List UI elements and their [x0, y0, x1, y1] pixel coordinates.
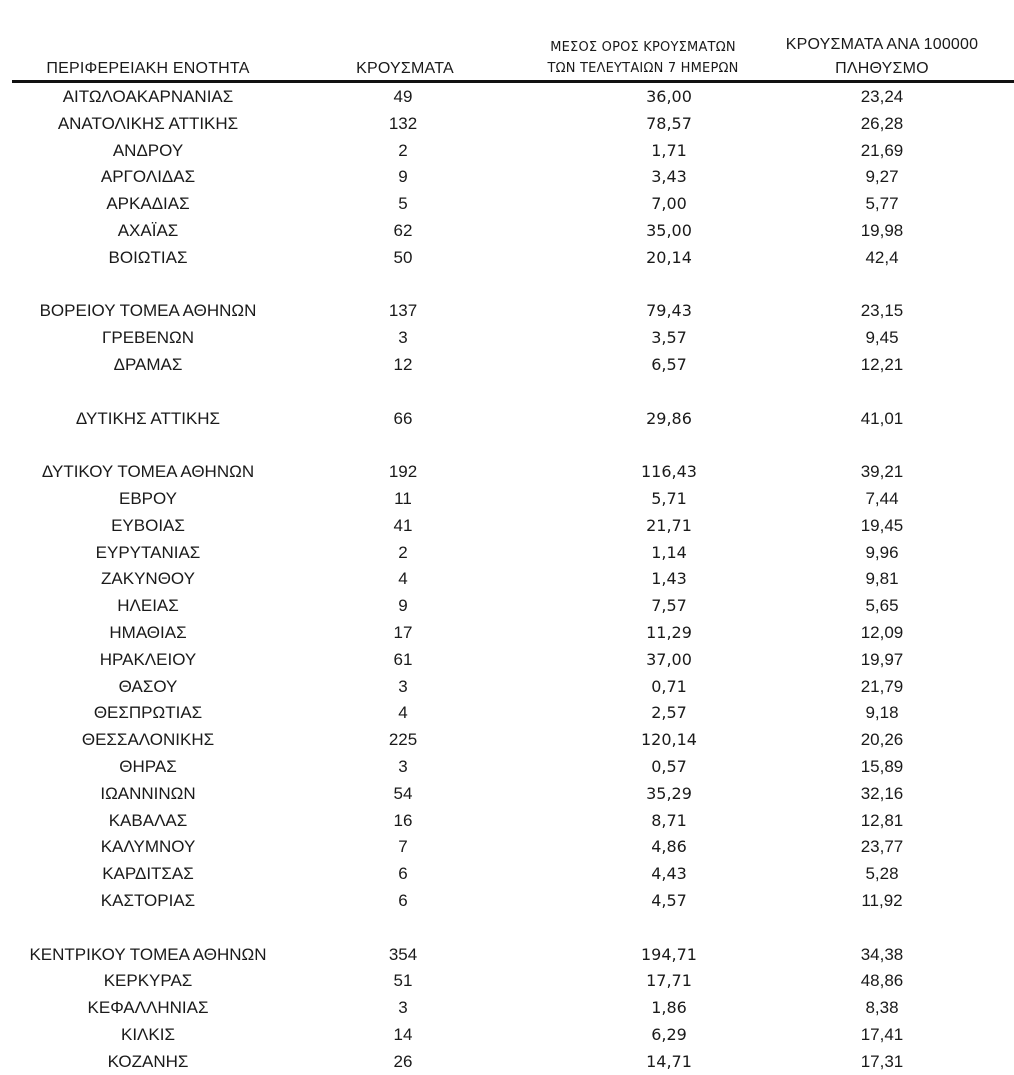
region-cell: ΚΙΛΚΙΣ: [121, 1024, 175, 1044]
region-cell: ΑΡΚΑΔΙΑΣ: [106, 194, 190, 214]
cases-cell: 50: [393, 247, 413, 267]
table-header: [0, 0, 1014, 84]
cases-cell: 14: [393, 1024, 413, 1044]
table-row: [0, 754, 1014, 781]
per100k-cell: 19,97: [860, 649, 904, 669]
table-row: [0, 942, 1014, 969]
per100k-cell: 9,81: [865, 569, 899, 589]
table-row: [0, 164, 1014, 191]
per100k-cell: 41,01: [860, 408, 904, 428]
cases-cell: 5: [398, 194, 408, 214]
region-cell: ΚΑΡΔΙΤΣΑΣ: [102, 864, 194, 884]
avg7-cell: 35,00: [646, 220, 692, 240]
avg7-cell: 35,29: [646, 783, 692, 803]
avg7-cell: 4,43: [651, 864, 687, 884]
table-row: [0, 138, 1014, 165]
header-region: ΠΕΡΙΦΕΡΕΙΑΚΗ ΕΝΟΤΗΤΑ: [46, 60, 250, 77]
per100k-cell: 5,77: [865, 194, 899, 214]
avg7-cell: 116,43: [641, 462, 697, 482]
per100k-cell: 17,31: [860, 1051, 904, 1071]
table-row: [0, 191, 1014, 218]
table-row: [0, 513, 1014, 540]
per100k-cell: 15,89: [860, 756, 904, 776]
header-cases: ΚΡΟΥΣΜΑΤΑ: [356, 60, 454, 77]
region-cell: ΚΟΖΑΝΗΣ: [107, 1051, 189, 1071]
avg7-cell: 14,71: [646, 1051, 692, 1071]
region-cell: ΚΑΒΑΛΑΣ: [108, 810, 188, 830]
avg7-cell: 194,71: [641, 944, 697, 964]
table-row: [0, 647, 1014, 674]
table-body: [0, 84, 1014, 1075]
region-cell: ΗΜΑΘΙΑΣ: [109, 622, 187, 642]
cases-cell: 62: [393, 220, 413, 240]
table-row: [0, 84, 1014, 111]
avg7-cell: 6,29: [651, 1024, 687, 1044]
region-cell: ΕΥΒΟΙΑΣ: [111, 515, 185, 535]
region-cell: ΘΗΡΑΣ: [119, 756, 177, 776]
avg7-cell: 0,71: [651, 676, 687, 696]
region-cell: ΕΒΡΟΥ: [118, 488, 178, 508]
region-cell: ΘΕΣΣΑΛΟΝΙΚΗΣ: [81, 730, 215, 750]
table-row: [0, 1022, 1014, 1049]
avg7-cell: 21,71: [646, 515, 692, 535]
avg7-cell: 4,57: [651, 890, 687, 910]
avg7-cell: 3,43: [651, 167, 687, 187]
per100k-cell: 21,79: [860, 676, 904, 696]
table-row: [0, 486, 1014, 513]
region-cell: ΚΑΛΥΜΝΟΥ: [100, 837, 196, 857]
avg7-cell: 1,71: [651, 140, 687, 160]
per100k-cell: 7,44: [865, 488, 899, 508]
header-avg-line1: ΜΕΣΟΣ ΟΡΟΣ ΚΡΟΥΣΜΑΤΩΝ: [550, 40, 736, 55]
per100k-cell: 12,21: [860, 354, 904, 374]
avg7-cell: 6,57: [651, 354, 687, 374]
table-row: [0, 540, 1014, 567]
avg7-cell: 5,71: [651, 488, 687, 508]
region-cell: ΔΡΑΜΑΣ: [113, 354, 183, 374]
table-row: [0, 566, 1014, 593]
cases-cell: 132: [388, 113, 418, 133]
region-cell: ΒΟΙΩΤΙΑΣ: [108, 247, 188, 267]
cases-cell: 3: [398, 998, 408, 1018]
region-cell: ΚΑΣΤΟΡΙΑΣ: [100, 890, 196, 910]
per100k-cell: 11,92: [861, 890, 903, 910]
table-row: [0, 995, 1014, 1022]
region-cell: ΔΥΤΙΚΟΥ ΤΟΜΕΑ ΑΘΗΝΩΝ: [41, 462, 255, 482]
cases-cell: 41: [393, 515, 413, 535]
table-row: [0, 245, 1014, 272]
per100k-cell: 17,41: [860, 1024, 904, 1044]
table-row: [0, 325, 1014, 352]
cases-cell: 354: [388, 944, 418, 964]
per100k-cell: 5,28: [865, 864, 899, 884]
avg7-cell: 7,57: [651, 596, 687, 616]
per100k-cell: 8,38: [865, 998, 899, 1018]
region-cell: ΙΩΑΝΝΙΝΩΝ: [100, 783, 196, 803]
region-cell: ΚΕΦΑΛΛΗΝΙΑΣ: [87, 998, 209, 1018]
per100k-cell: 39,21: [860, 462, 904, 482]
cases-cell: 3: [398, 676, 408, 696]
avg7-cell: 36,00: [646, 87, 692, 106]
per100k-cell: 19,45: [860, 515, 904, 535]
per100k-cell: 23,24: [860, 87, 904, 106]
region-cell: ΑΝΑΤΟΛΙΚΗΣ ΑΤΤΙΚΗΣ: [57, 113, 239, 133]
region-cell: ΚΕΝΤΡΙΚΟΥ ΤΟΜΕΑ ΑΘΗΝΩΝ: [29, 944, 267, 964]
cases-cell: 12: [393, 354, 413, 374]
cases-cell: 54: [393, 783, 413, 803]
cases-cell: 66: [393, 408, 413, 428]
per100k-cell: 21,69: [860, 140, 904, 160]
cases-cell: 16: [393, 810, 413, 830]
header-per100k-line1: ΚΡΟΥΣΜΑΤΑ ΑΝΑ 100000: [785, 36, 979, 53]
avg7-cell: 1,43: [651, 569, 687, 589]
cases-cell: 17: [393, 622, 413, 642]
region-cell: ΚΕΡΚΥΡΑΣ: [103, 971, 193, 991]
per100k-cell: 9,27: [865, 167, 899, 187]
cases-cell: 6: [398, 890, 408, 910]
avg7-cell: 78,57: [646, 113, 692, 133]
cases-cell: 3: [398, 328, 408, 348]
region-cell: ΗΡΑΚΛΕΙΟΥ: [99, 649, 197, 669]
region-cell: ΗΛΕΙΑΣ: [117, 596, 179, 616]
table-row: [0, 406, 1014, 433]
avg7-cell: 29,86: [646, 408, 692, 428]
avg7-cell: 2,57: [651, 703, 687, 723]
region-cell: ΕΥΡΥΤΑΝΙΑΣ: [95, 542, 201, 562]
header-divider: [12, 80, 1014, 83]
cases-cell: 192: [388, 462, 418, 482]
region-cell: ΑΙΤΩΛΟΑΚΑΡΝΑΝΙΑΣ: [62, 87, 234, 106]
cases-cell: 4: [398, 569, 408, 589]
per100k-cell: 9,96: [865, 542, 899, 562]
table-row: [0, 834, 1014, 861]
avg7-cell: 79,43: [646, 301, 692, 321]
avg7-cell: 7,00: [651, 194, 687, 214]
avg7-cell: 120,14: [641, 730, 697, 750]
cases-cell: 2: [398, 140, 408, 160]
cases-cell: 7: [398, 837, 408, 857]
per100k-cell: 9,45: [865, 328, 899, 348]
avg7-cell: 8,71: [651, 810, 687, 830]
per100k-cell: 12,09: [860, 622, 904, 642]
region-cell: ΘΑΣΟΥ: [118, 676, 178, 696]
cases-cell: 225: [388, 730, 418, 750]
cases-cell: 137: [388, 301, 418, 321]
per100k-cell: 23,15: [860, 301, 904, 321]
table-row: [0, 968, 1014, 995]
table-row: [0, 620, 1014, 647]
per100k-cell: 26,28: [860, 113, 904, 133]
table-row: [0, 700, 1014, 727]
table-row: [0, 593, 1014, 620]
per100k-cell: 34,38: [860, 944, 904, 964]
per100k-cell: 19,98: [860, 220, 904, 240]
avg7-cell: 4,86: [651, 837, 687, 857]
per100k-cell: 5,65: [865, 596, 899, 616]
per100k-cell: 23,77: [860, 837, 904, 857]
avg7-cell: 1,86: [651, 998, 687, 1018]
region-cell: ΖΑΚΥΝΘΟΥ: [101, 569, 195, 589]
cases-cell: 2: [398, 542, 408, 562]
per100k-cell: 42,4: [865, 247, 899, 267]
per100k-cell: 48,86: [860, 971, 904, 991]
cases-cell: 49: [393, 87, 413, 106]
table-row: [0, 781, 1014, 808]
region-cell: ΑΡΓΟΛΙΔΑΣ: [100, 167, 196, 187]
header-avg-line2: ΤΩΝ ΤΕΛΕΥΤΑΙΩΝ 7 ΗΜΕΡΩΝ: [547, 61, 739, 76]
table-row: [0, 459, 1014, 486]
avg7-cell: 17,71: [646, 971, 692, 991]
table-row: [0, 888, 1014, 915]
region-cell: ΘΕΣΠΡΩΤΙΑΣ: [93, 703, 203, 723]
per100k-cell: 12,81: [860, 810, 904, 830]
table-row: [0, 861, 1014, 888]
cases-cell: 9: [398, 167, 408, 187]
region-cell: ΒΟΡΕΙΟΥ ΤΟΜΕΑ ΑΘΗΝΩΝ: [39, 301, 257, 321]
per100k-cell: 32,16: [860, 783, 904, 803]
table-row: [0, 298, 1014, 325]
cases-cell: 6: [398, 864, 408, 884]
region-cell: ΑΧΑΪΑΣ: [117, 220, 179, 240]
table-row: [0, 727, 1014, 754]
cases-cell: 3: [398, 756, 408, 776]
avg7-cell: 37,00: [646, 649, 692, 669]
region-cell: ΔΥΤΙΚΗΣ ΑΤΤΙΚΗΣ: [75, 408, 221, 428]
avg7-cell: 20,14: [646, 247, 692, 267]
per100k-cell: 9,18: [865, 703, 899, 723]
avg7-cell: 0,57: [651, 756, 687, 776]
header-per100k-line2: ΠΛΗΘΥΣΜΟ: [835, 60, 929, 77]
region-cell: ΑΝΔΡΟΥ: [112, 140, 184, 160]
table-row: [0, 218, 1014, 245]
table-row: [0, 808, 1014, 835]
cases-cell: 11: [394, 488, 412, 508]
table-row: [0, 674, 1014, 701]
cases-cell: 26: [393, 1051, 413, 1071]
region-cell: ΓΡΕΒΕΝΩΝ: [102, 328, 194, 348]
per100k-cell: 20,26: [860, 730, 904, 750]
avg7-cell: 1,14: [651, 542, 687, 562]
cases-cell: 61: [393, 649, 413, 669]
table-row: [0, 111, 1014, 138]
avg7-cell: 3,57: [651, 328, 687, 348]
cases-cell: 9: [398, 596, 408, 616]
avg7-cell: 11,29: [646, 622, 692, 642]
table-row: [0, 352, 1014, 379]
cases-cell: 4: [398, 703, 408, 723]
cases-cell: 51: [393, 971, 413, 991]
